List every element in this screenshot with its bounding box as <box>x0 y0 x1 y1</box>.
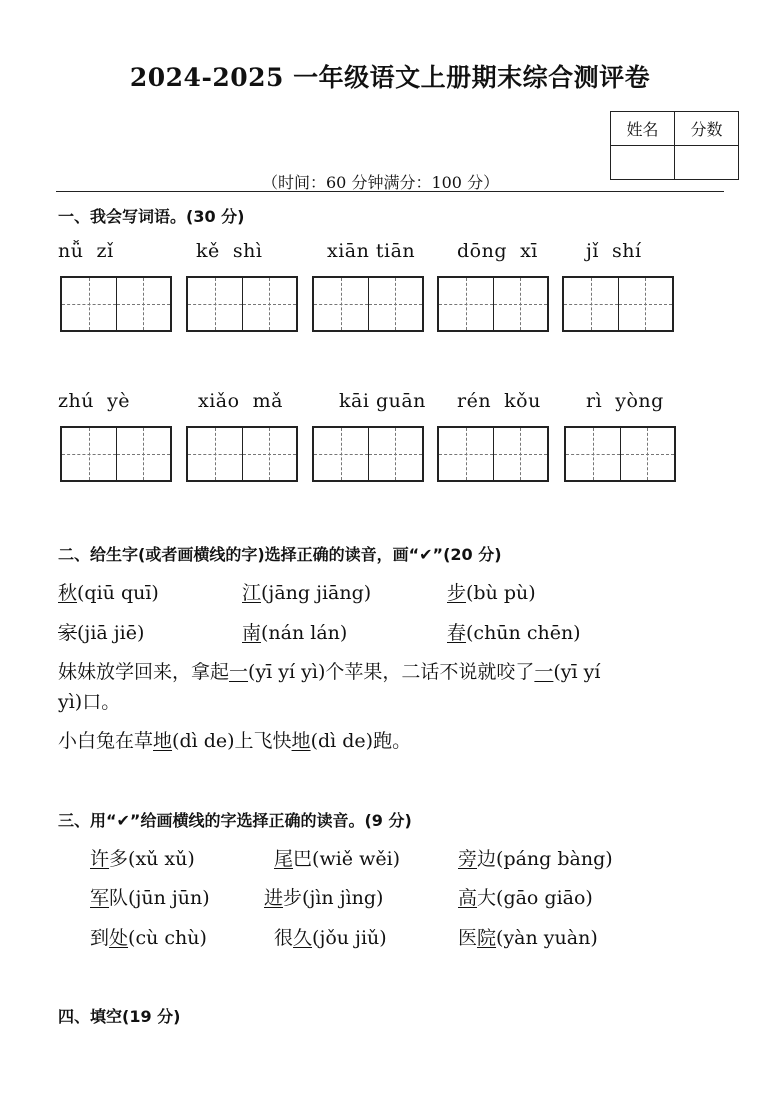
pinyin-label: rén kǒu <box>457 390 541 412</box>
pinyin-label: zhú yè <box>58 390 131 412</box>
section-4-heading: 四、填空(19 分) <box>58 1007 181 1026</box>
pinyin-label: xiān tiān <box>327 240 416 262</box>
word-choice[interactable]: 尾巴(wiě wěi) <box>274 848 401 870</box>
word-choice[interactable]: 到处(cù chù) <box>90 927 207 949</box>
score-table <box>610 111 739 180</box>
word-choice[interactable]: 医院(yàn yuàn) <box>458 927 598 949</box>
reading-choice[interactable]: 步(bù pù) <box>447 582 536 604</box>
name-field[interactable] <box>611 146 675 180</box>
writing-grid[interactable] <box>564 426 676 482</box>
writing-grid[interactable] <box>312 276 424 332</box>
word-choice[interactable]: 很久(jǒu jiǔ) <box>274 927 387 949</box>
pinyin-label: kě shì <box>196 240 263 262</box>
reading-choice[interactable]: 秋(qiū quī) <box>58 582 159 604</box>
writing-grid[interactable] <box>437 276 549 332</box>
section-1-heading: 一、我会写词语。(30 分) <box>58 207 245 226</box>
section-2-heading: 二、给生字(或者画横线的字)选择正确的读音，画“✔”(20 分) <box>58 545 502 564</box>
pinyin-label: xiǎo mǎ <box>198 390 283 412</box>
word-choice[interactable]: 进步(jìn jìng) <box>264 887 384 909</box>
pinyin-label: kāi guān <box>339 390 426 412</box>
section-3-heading: 三、用“✔”给画横线的字选择正确的读音。(9 分) <box>58 811 412 830</box>
writing-grid[interactable] <box>60 276 172 332</box>
word-choice[interactable]: 旁边(páng bàng) <box>458 848 613 870</box>
pinyin-label: rì yòng <box>586 390 664 412</box>
page-title: 2024-2025 一年级语文上册期末综合测评卷 <box>129 63 651 92</box>
sentence-question[interactable]: 小白兔在草地(dì de)上飞快地(dì de)跑。 <box>58 730 412 752</box>
word-choice[interactable]: 高大(gāo giāo) <box>458 887 593 909</box>
reading-choice[interactable]: 南(nán lán) <box>242 622 348 644</box>
sentence-question[interactable]: 妹妹放学回来，拿起一(yī yí yì)个苹果，二话不说就咬了一(yī yí <box>58 661 601 683</box>
word-choice[interactable]: 许多(xǔ xǔ) <box>90 848 195 870</box>
pinyin-label: dōng xī <box>457 240 538 262</box>
exam-info: （时间：60 分钟满分：100 分） <box>262 173 500 192</box>
reading-choice[interactable]: 江(jāng jiāng) <box>242 582 372 604</box>
reading-choice[interactable]: 春(chūn chēn) <box>447 622 581 644</box>
writing-grid[interactable] <box>312 426 424 482</box>
sentence-question-cont: yì)口。 <box>58 691 121 713</box>
reading-choice[interactable]: 家(jiā jiē) <box>58 622 145 644</box>
writing-grid[interactable] <box>186 276 298 332</box>
name-label: 姓名 <box>611 112 675 146</box>
pinyin-label: nǚ zǐ <box>58 240 114 262</box>
writing-grid[interactable] <box>186 426 298 482</box>
score-field[interactable] <box>675 146 739 180</box>
pinyin-label: jǐ shí <box>586 240 642 262</box>
score-label: 分数 <box>675 112 739 146</box>
word-choice[interactable]: 军队(jūn jūn) <box>90 887 210 909</box>
writing-grid[interactable] <box>437 426 549 482</box>
writing-grid[interactable] <box>60 426 172 482</box>
writing-grid[interactable] <box>562 276 674 332</box>
header-divider <box>56 191 724 192</box>
